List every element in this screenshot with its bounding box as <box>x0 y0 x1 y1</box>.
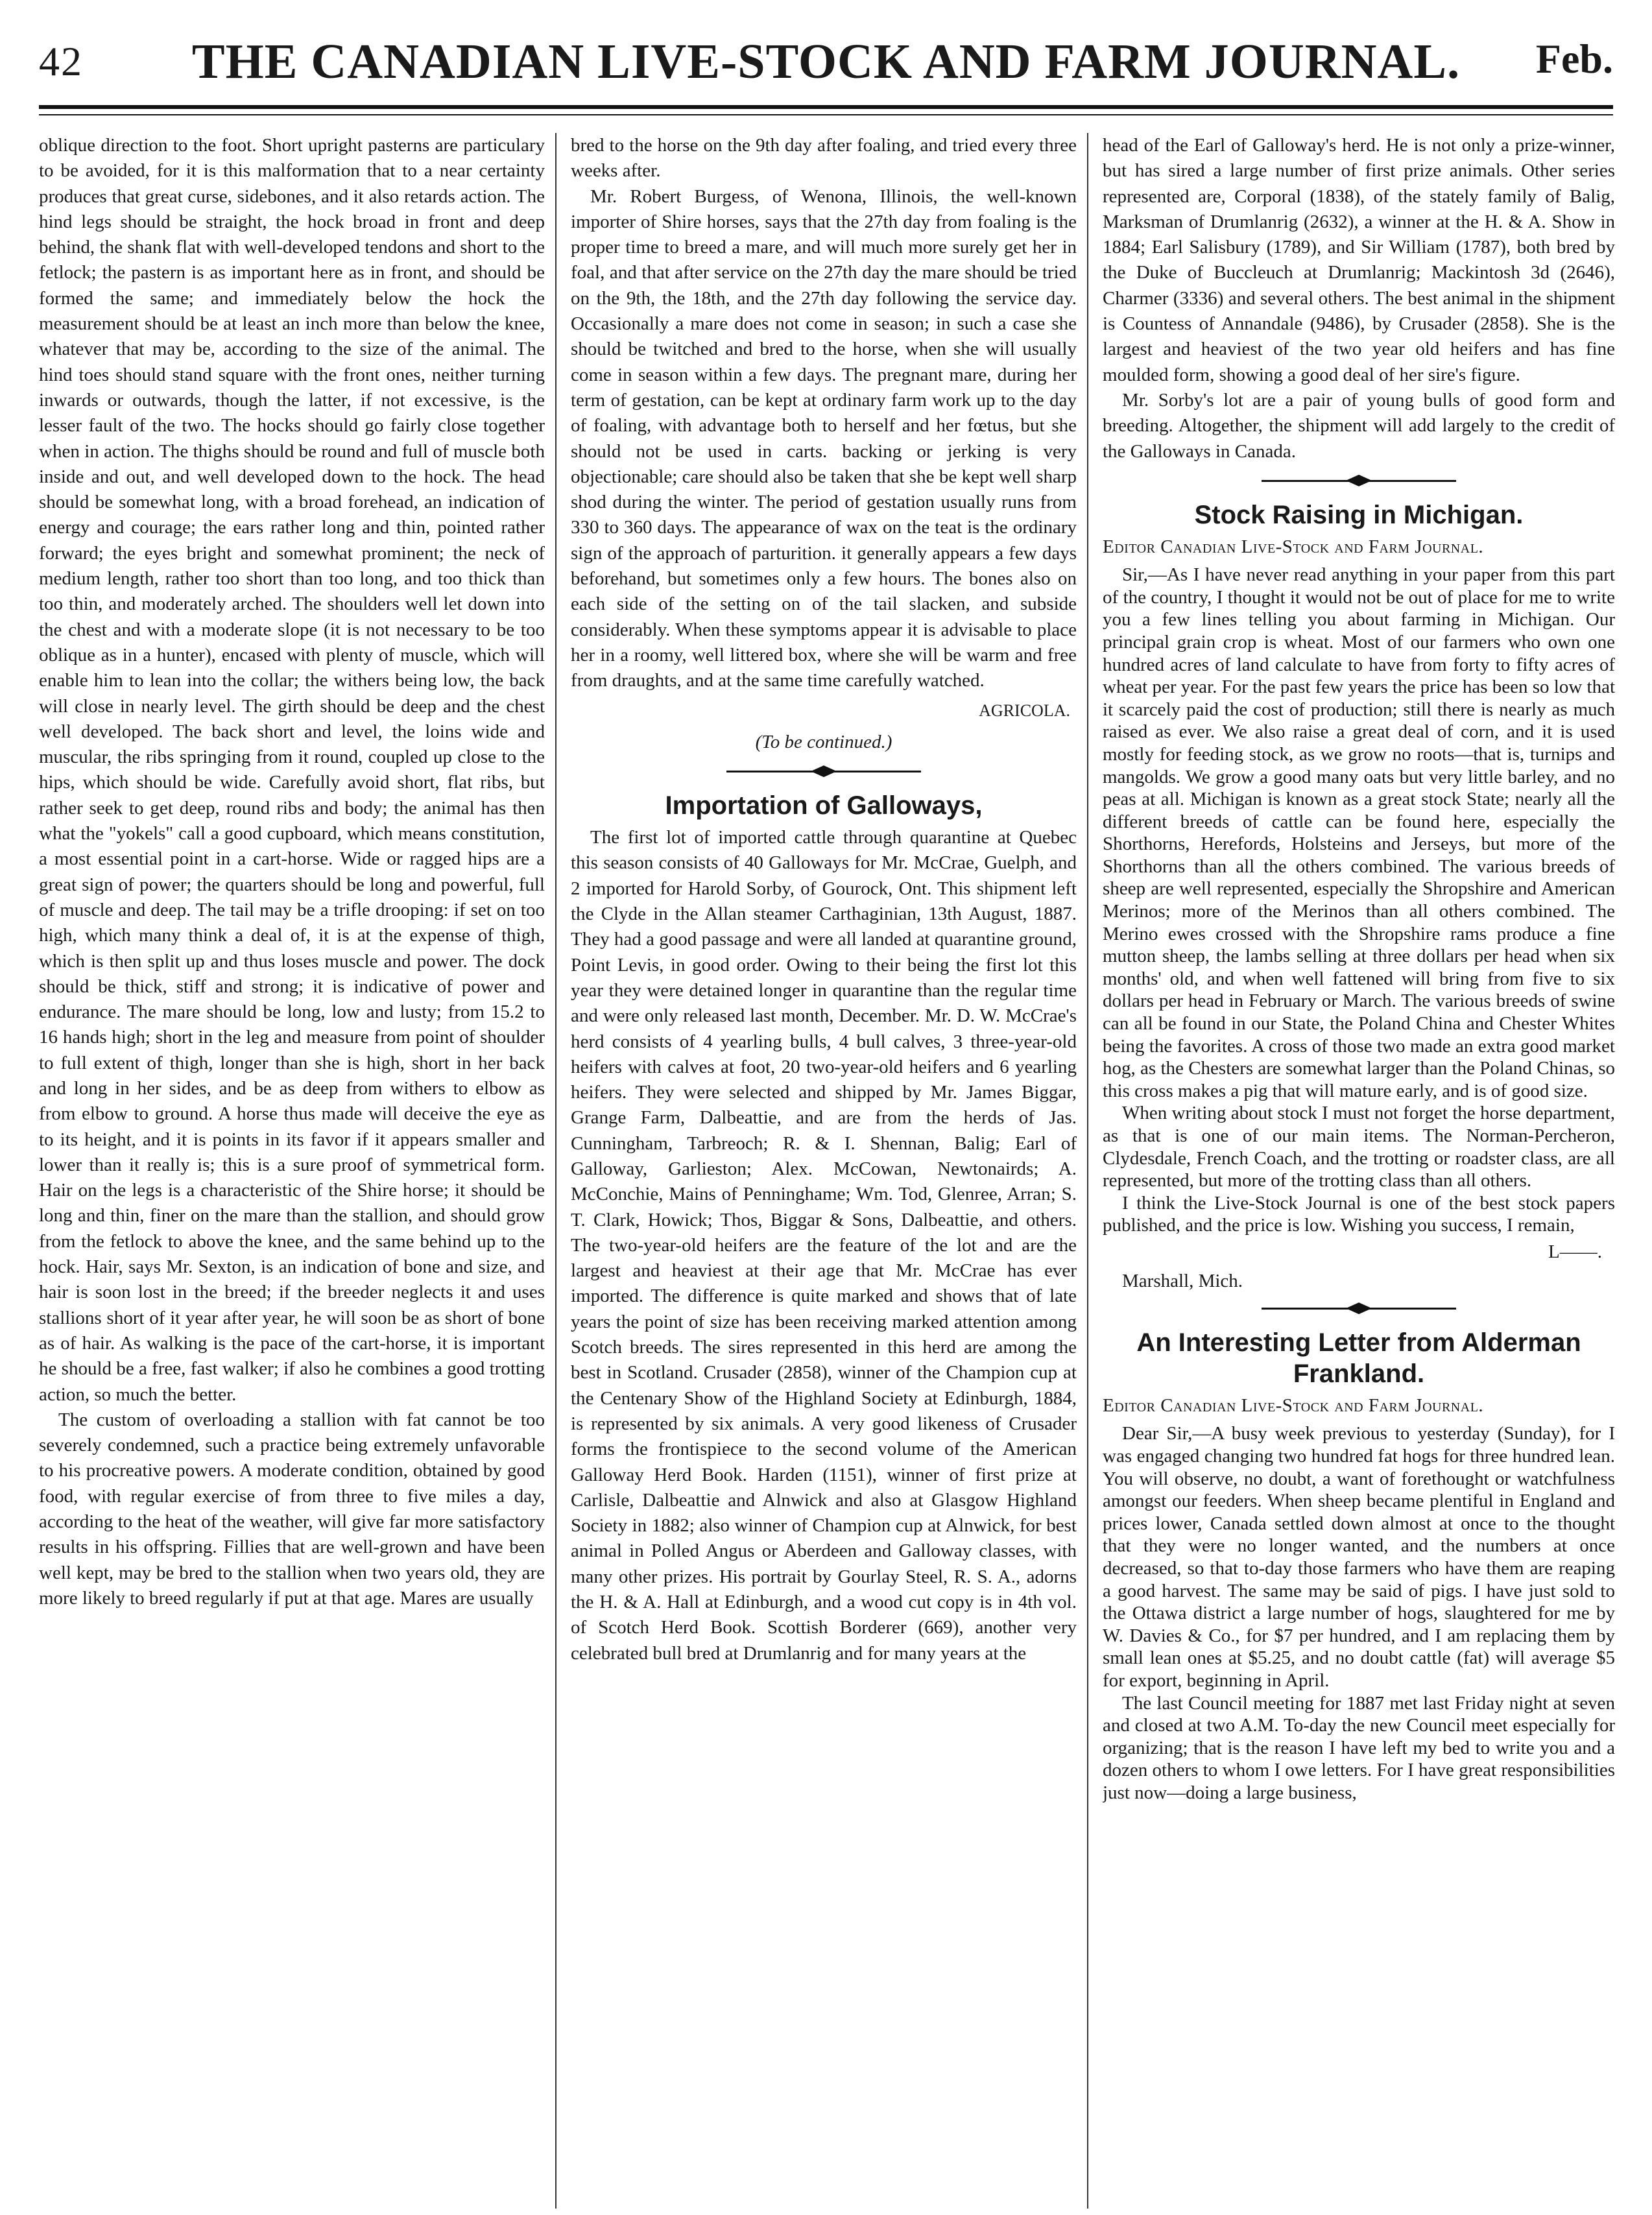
to-be-continued-note: (To be continued.) <box>755 731 892 752</box>
section-ornament-3 <box>1262 1299 1456 1318</box>
frankland-letter <box>1103 1422 1615 1804</box>
article-signature: AGRICOLA. <box>979 700 1070 720</box>
col3-paragraph-2: Mr. Sorby's lot are a pair of young bulls of good form and breeding. Altogether, the shipment will add largely to the credit of the Galloways in Canada. <box>1103 389 1615 462</box>
col3-paragraph-1: head of the Earl of Galloway's herd. He is not only a prize-winner, but has sired a large number of first prize animals. Other series represented are, Corporal (1838), of the stately family of Balig, Marksman of Drumlanrig (2632), a winner at the H. & A. Show in 1884; Earl Salisbury (1789), and Sir William (1787), both bred by the Duke of Buccleuch at Drumlanrig; Mackintosh 3d (2646), Charmer (3336) and several others. The best animal in the shipment is Countess of Annandale (9486), by Crusader (2858). She is the largest and heaviest of the two year old heifers and has fine moulded form, showing a good deal of her sire's figure. <box>1103 135 1615 385</box>
column-2 <box>571 133 1077 2212</box>
col3-paragraph-5: I think the Live-Stock Journal is one of the best stock papers published, and the price is low. Wishing you success, I remain, <box>1103 1192 1615 1236</box>
col2-paragraph-3: The first lot of imported cattle through quarantine at Quebec this season consists of 40 Galloways for Mr. McCrae, Guelph, and 2 imported for Harold Sorby, of Gourock, Ont. This shipment left the Clyde in the Allan steamer Carthaginian, 13th August, 1887. They had a good passage and were all landed at quarantine ground, Point Levis, in good order. Owing to their being the first lot this year they were detained longer in quarantine than the regular time and were only released last month, December. Mr. D. W. McCrae's herd consists of 4 yearling bulls, 4 bull calves, 3 three-year-old heifers with calves at foot, 20 two-year-old heifers and 6 yearling heifers. They were selected and shipped by Mr. James Biggar, Grange Farm, Dalbeattie, and are from the herds of Jas. Cunningham, Tarbreoch; R. & I. Shennan, Balig; Earl of Galloway, Garlieston; Alex. McCowan, Newtonairds; A. McConchie, Mains of Penninghame; Wm. Tod, Glenree, Arran; S. T. Clark, Howick; Thos, Biggar & Sons, Dalbeattie, and others. The two-year-old heifers are the feature of the lot and are the largest and heaviest at their age that Mr. McCrae has ever imported. The difference is quite marked and shows that of late years the point of size has been receiving marked attention among Scotch breeds. The sires represented in this herd are among the best in Scotland. Crusader (2858), winner of the Champion cup at the Centenary Show of the Highland Society at Edinburgh, 1884, is represented by six animals. A very good likeness of Crusader forms the frontispiece to the second volume of the American Galloway Herd Book. Harden (1151), winner of first prize at Carlisle, Dalbeattie and Alnwick and also at Glasgow Highland Society in 1882; also winner of Champion cup at Alnwick, for best animal in Polled Angus or Aberdeen and Galloway classes, with many other prizes. His portrait by Gourlay Steel, R. S. A., adorns the H. & A. Hall at Edinburgh, and a wood cut copy is in 4th vol. of Scotch Herd Book. Scottish Borderer (669), another very celebrated bull bred at Drumlanrig and for many years at the <box>571 827 1077 1664</box>
column-divider-1 <box>555 133 557 2209</box>
col2-paragraph-2: Mr. Robert Burgess, of Wenona, Illinois, the well-known importer of Shire horses, says that the 27th day from foaling is the proper time to breed a mare, and will much more surely get her in foal, and that after service on the 27th day the mare should be tried on the 9th, the 18th, and the 27th day following the service day. Occasionally a mare does not come in season; in such a case she should be twitched and bred to the horse, when she will usually come in season within a few days. The pregnant mare, during her term of gestation, can be kept at ordinary farm work up to the day of foaling, with advantage both to herself and her fœtus, but she should not be used in carts. backing or jerking is very objectionable; care should also be taken that she be kept well sharp shod during the winter. The period of gestation usually runs from 330 to 360 days. The appearance of wax on the teat is the ordinary sign of the approach of parturition. it generally appears a few days beforehand, but sometimes only a few hours. The bones also on each side of the setting on of the tail slacken, and subside considerably. When these symptoms appear it is advisable to place her in a roomy, well littered box, where she will be warm and free from draughts, and at the same time carefully watched. <box>571 186 1077 691</box>
article-heading-michigan: Stock Raising in Michigan. <box>1194 500 1524 529</box>
col3-paragraph-3: Sir,—As I have never read anything in your paper from this part of the country, I thought it would not be out of place for me to write you a few lines telling you about farming in Michigan. Our principal grain crop is wheat. Most of our farmers who own one hundred acres of land calculate to have from forty to fifty acres of wheat per year. For the past few years the price has been so low that it scarcely paid the cost of production; still there is nearly as much raised as ever. We also raise a great deal of corn, and it is used mostly for feeding stock, as we grow no roots—that is, turnips and mangolds. We grow a good many oats but very little barley, and no peas at all. Michigan is known as a great stock State; nearly all the different breeds of cattle can be found here, especially the Shorthorns, Herefords, Holsteins and Jerseys, but more of the Shorthorns than all the others combined. The various breeds of sheep are well represented, especially the Shropshire and American Merinos; more of the Merinos than all others combined. The Merino ewes crossed with the Shropshire rams produce a fine mutton sheep, the lambs selling at three dollars per head when six months' old, and when well fattened will bring from five to six dollars per head in February or March. The various breeds of swine can all be found in our State, the Poland China and Chester Whites being the favorites. A cross of those two made an extra good market hog, as the Chesters are somewhat larger than the Poland Chinas, so this cross makes a pig that will mature early, and is of good size. <box>1103 564 1615 1101</box>
masthead-rule-thin <box>39 114 1613 115</box>
column-divider-2 <box>1087 133 1088 2209</box>
column-1 <box>39 133 545 2212</box>
col3-paragraph-4: When writing about stock I must not forget the horse department, as that is one of our main items. The Norman-Percheron, Clydesdale, French Coach, and the trotting or roadster class, are all represented, but more of the trotting class than all others. <box>1103 1103 1615 1191</box>
masthead <box>39 26 1613 104</box>
column-3 <box>1103 133 1615 2212</box>
letter-place: Marshall, Mich. <box>1122 1270 1243 1291</box>
masthead-rule-thick <box>39 105 1613 109</box>
section-ornament-1 <box>726 761 921 781</box>
editor-address-2: Editor Canadian Live-Stock and Farm Journal. <box>1103 1395 1484 1417</box>
journal-title: THE CANADIAN LIVE-STOCK AND FARM JOURNAL. <box>191 34 1461 89</box>
page-number: 42 <box>39 38 83 84</box>
col3-paragraph-7: The last Council meeting for 1887 met last Friday night at seven and closed at two A.M. To-day the new Council meet especially for organizing; that is the reason I have left my bed to write you and a dozen others to whom I owe letters. For I have great responsibilities just now—doing a large business, <box>1103 1692 1615 1803</box>
col1-paragraph-2: The custom of overloading a stallion with fat cannot be too severely condemned, such a practice being extremely unfavorable to his procreative powers. A moderate condition, obtained by good food, with regular exercise of from three to five miles a day, according to the heat of the weather, will give far more satisfactory results in his offspring. Fillies that are well-grown and have been well kept, may be bred to the stallion when two years old, they are more likely to breed regularly if put at that age. Mares are usually <box>39 1409 545 1609</box>
editor-address-1: Editor Canadian Live-Stock and Farm Journal. <box>1103 536 1484 557</box>
issue-month: Feb. <box>1535 36 1613 82</box>
col1-paragraph-1: oblique direction to the foot. Short upright pasterns are particulary to be avoided, for it is this malformation that to a near certainty produces that great curse, sidebones, and it also retards action. The hind legs should be straight, the hock broad in front and deep behind, the shank flat with well-developed tendons and short to the fetlock; the pastern is as important here as in front, and should be formed the same; and immediately below the hock the measurement should be at least an inch more than below the knee, whatever that may be, according to the size of the animal. The hind toes should stand square with the front ones, neither turning inwards or outwards, though the latter, if not excessive, is the lesser fault of the two. The hocks should go fairly close together when in action. The thighs should be round and full of muscle both inside and out, and well developed down to the hock. The head should be somewhat long, with a broad forehead, an indication of energy and courage; the ears rather long and thin, pointed rather forward; the eyes bright and somewhat prominent; the neck of medium length, rather too short than too long, and too thick than too thin, and moderately arched. The shoulders well let down into the chest and with a moderate slope (it is not necessary to be too oblique as in a hunter), encased with plenty of muscle, which will enable him to lean into the collar; the withers being low, the back will close in nearly level. The girth should be deep and the chest well developed. The back short and level, the loins wide and muscular, the ribs springing from it round, coupled up close to the hips, which should be wide. Carefully avoid short, flat ribs, but rather seek to get deep, round ribs and body; the animal has then what the "yokels" call a good cupboard, which means constitution, a most essential point in a cart-horse. Wide or ragged hips are a great sign of power; the quarters should be long and powerful, full of muscle and deep. The tail may be a trifle drooping: if set on too high, which many think a deal of, it is at the expense of thigh, which is then split up and thus loses muscle and power. The dock should be thick, stiff and strong; it is indicative of power and endurance. The mare should be long, low and lusty; from 15.2 to 16 hands high; short in the leg and measure from point of shoulder to full extent of thigh, longer than she is high, short in her back and long in her sides, and be as deep from withers to elbow as from elbow to ground. A horse thus made will deceive the eye as to its height, and it is points in its favor if it appears smaller and lower than it really is; this is a sure proof of symmetrical form. Hair on the legs is a characteristic of the Shire horse; it should be long and thin, finer on the mare than the stallion, and should grow from the fetlock to above the knee, and the same behind up to the hock. Hair, says Mr. Sexton, is an indication of bone and size, and hair is soon lost in the breed; if the breeder neglects it and uses stallions short of it year after year, he will soon be as short of bone as of hair. As walking is the pace of the cart-horse, it is important he should be a free, fast walker; if also he combines a good trotting action, so much the better. <box>39 135 545 1405</box>
section-ornament-2 <box>1262 471 1456 490</box>
article-heading-frankland: An Interesting Letter from Alderman Frankland. <box>1136 1328 1581 1389</box>
col2-paragraph-1: bred to the horse on the 9th day after foaling, and tried every three weeks after. <box>571 135 1077 182</box>
letter-signature: L——. <box>1548 1241 1602 1262</box>
article-heading-galloways: Importation of Galloways, <box>665 791 983 820</box>
michigan-letter <box>1103 564 1615 1292</box>
col3-paragraph-6: Dear Sir,—A busy week previous to yesterday (Sunday), for I was engaged changing two hundred fat hogs for three hundred lean. You will observe, no doubt, a want of forethought or watchfulness amongst our feeders. When sheep became plentiful in England and prices lower, Canada settled down almost at once to the thought that they were no longer wanted, and the numbers at once decreased, so that to-day those farmers who have them are reaping a good harvest. The same may be said of pigs. I have just sold to the Ottawa district a large number of hogs, slaughtered for me by W. Davies & Co., for $7 per hundred, and I am replacing them by small lean ones at $5.25, and no doubt cattle (fat) will average $5 for export, beginning in April. <box>1103 1423 1615 1691</box>
